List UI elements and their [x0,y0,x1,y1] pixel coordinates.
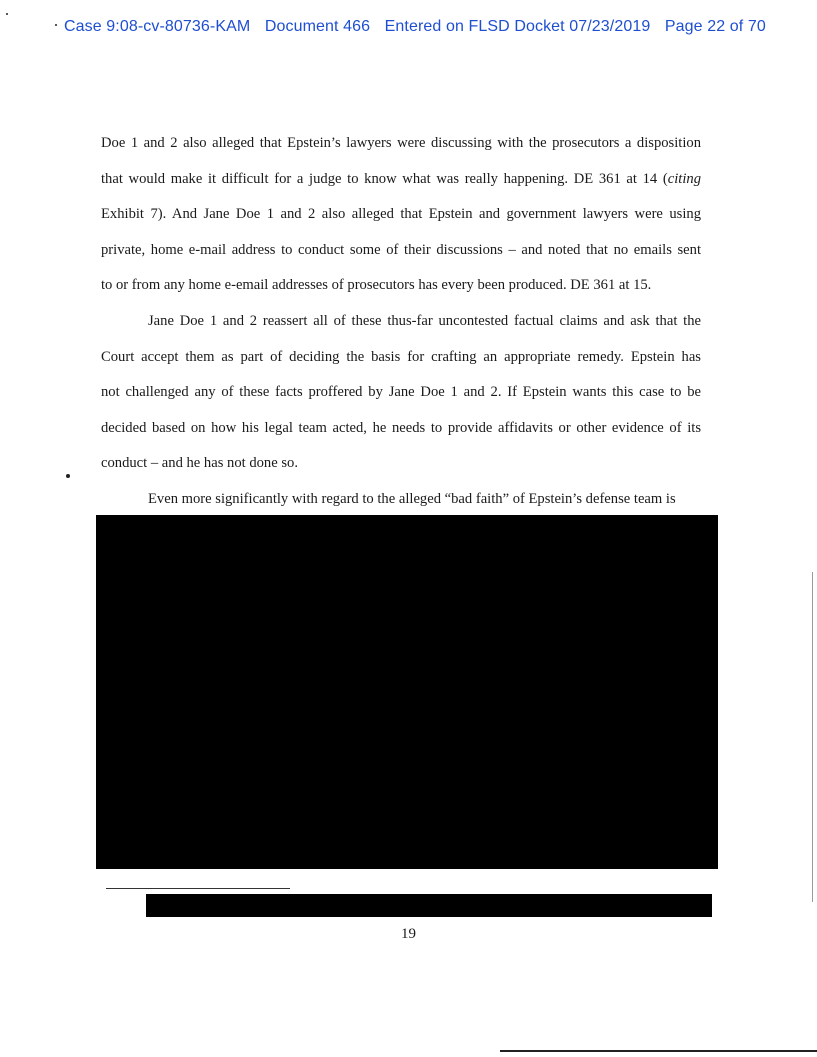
case-number: Case 9:08-cv-80736-KAM [64,18,251,35]
scan-speck [66,474,70,478]
text-line: Doe 1 and 2 also alleged that Epstein’s lawyers were discussing with the prosecutors a disposition [101,135,701,151]
text-line: Court accept them as part of deciding the basis for crafting an appropriate remedy. Epstein has [101,348,701,365]
text-line: Jane Doe 1 and 2 reassert all of these thus-far uncontested factual claims and ask that the [148,313,701,329]
docket-entry-date: Entered on FLSD Docket 07/23/2019 [384,18,651,35]
text-line: Exhibit 7). And Jane Doe 1 and 2 also alleged that Epstein and government lawyers were using [101,206,701,222]
document-number: Document 466 [264,18,371,35]
paragraph-reassert [101,304,701,482]
scan-edge [500,1050,817,1052]
footnote-redaction [146,894,712,917]
text-line: decided based on how his legal team acted, he needs to provide affidavits or other evidence of its [101,419,701,436]
text-line: private, home e-mail address to conduct some of their discussions – and noted that no emails sent [101,241,701,258]
page-count: Page 22 of 70 [664,18,766,35]
paragraph-continued [101,126,701,304]
citing-signal: citing [667,170,701,187]
text-line: to or from any home e-email addresses of prosecutors has every been produced. DE 361 at 15. [101,277,652,293]
redaction-block [96,515,718,869]
footnote-divider [106,888,290,889]
text-line: Even more significantly with regard to the alleged “bad faith” of Epstein’s defense team is [148,491,676,507]
docket-header [64,18,766,36]
text-line [101,162,701,198]
scan-speck [55,24,57,26]
paragraph-bad-faith [101,482,701,518]
text-line: conduct – and he has not done so. [101,455,298,471]
scan-edge [812,572,813,902]
page-number: 19 [401,926,416,942]
text-line: not challenged any of these facts proffered by Jane Doe 1 and 2. If Epstein wants this case to be [101,384,701,400]
scan-speck [6,13,8,15]
text-segment: that would make it difficult for a judge to know what was really happening. DE 361 at 14 ( [101,170,668,187]
